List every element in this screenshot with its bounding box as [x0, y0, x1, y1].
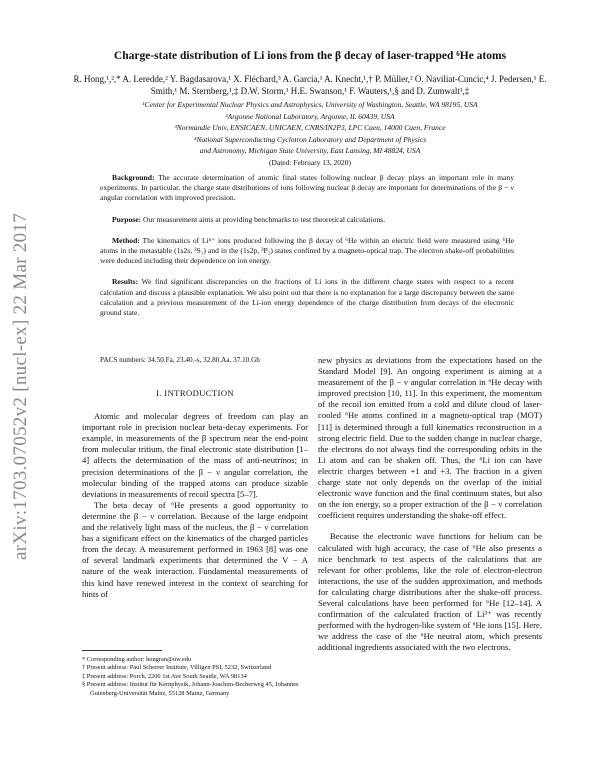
- footnote: * Corresponding author: hongran@uw.edu: [82, 656, 192, 663]
- pacs-numbers: PACS numbers: 34.50.Fa, 23.40.-s, 32.80.Aa, 37.10.Gh: [100, 356, 260, 364]
- author-list: R. Hong,¹,²,* A. Leredde,² Y. Bagdasarova,¹ X. Fléchard,³ A. García,¹ A. Knecht,¹,† P. Müller,² O. Naviliat-Cuncic,⁴ J. Pedersen,¹ E. Smith,¹ M. Sternberg,¹,‡ D.W. Storm,¹ H.E. Swanson,¹ F. Wauters,¹,§ and D. Zumwalt¹,‡: [73, 74, 547, 96]
- footnotes: [82, 650, 308, 698]
- affiliations: [70, 99, 550, 168]
- left-column: [82, 380, 308, 600]
- abstract: [100, 173, 514, 329]
- abstract-text: The accurate determination of atomic final states following nuclear β decay plays an important role in many experiments. In particular, the charge state distributions of ions following nuclear β decay are important for determinations of the β − ν angular correlation with improved precision.: [100, 173, 514, 203]
- footnote: § Present address: Institut für Kernphysik, Johann-Joachim-Becherweg 45, Johannes Gutenberg-Universität Mainz, 55128 Mainz, Germany: [82, 681, 299, 697]
- affiliation: ¹Center for Experimental Nuclear Physics and Astrophysics, University of Washington, Seattle, WA 98195, USA: [142, 100, 478, 109]
- right-column: [318, 355, 542, 653]
- abstract-background: [100, 173, 514, 204]
- abstract-results: [100, 277, 514, 318]
- paragraph: Atomic and molecular degrees of freedom can play an important role in precision nuclear beta-decay experiments. For example, in measurements of the β spectrum near the end-point from molecular tritium, the final electronic state distribution [1–4] affects the determination of the mass of anti-neutrinos; in precision determinations of the β − ν angular correlation, the molecular binding of the trapped atoms can produce sizable deviations in measurements of recoil spectra [5–7].: [82, 411, 308, 499]
- section-heading: I. INTRODUCTION: [155, 388, 235, 398]
- abstract-text: We find significant discrepancies on the fractions of Li ions in the different charge states with respect to a recent calculation and discuss a plausible explanation. We also point out that there is no explanation for a large discrepancy between the same calculation and a previous measurement of the Li-ion energy dependence of the charge distribution from decays of the electronic ground state.: [100, 277, 514, 318]
- paragraph: The beta decay of ⁶He presents a good opportunity to determine the β − ν correlation. Because of the large endpoint and the relatively light mass of the nucleus, the β − ν correlation has a significant effect on the kinematics of the charged particles from the decay. A measurement performed in 1963 [8] was one of several landmark experiments that determined the V − A nature of the weak interaction. Fundamental measurements of this kind have renewed interest in the context of searching for hints of: [82, 499, 308, 599]
- paper-title: Charge-state distribution of Li ions from the β decay of laser-trapped ⁶He atoms: [113, 50, 507, 62]
- paragraph: Because the electronic wave functions for helium can be calculated with high accuracy, the case of ⁶He also presents a nice benchmark to test aspects of the calculations that are relevant for other problems, like the role of electron-electron interactions, the use of the sudden approximation, and methods for calculating charge distributions after the shake-off process. Several calculations have been performed for ⁶He [12–14]. A confirmation of the calculated fraction of Li³⁺ was recently performed with the hydrogen-like system of ⁶He ions [15]. Here, we address the case of the ⁶He neutral atom, which presents additional ingredients associated with the two electrons.: [318, 531, 542, 653]
- paragraph: new physics as deviations from the expectations based on the Standard Model [9]. An ongoing experiment is aiming at a measurement of the β − ν angular correlation in ⁶He decay with improved precision [10, 11]. In this experiment, the momentum of the recoil ion emitted from a cold and dilute cloud of laser-cooled ⁶He atoms confined in a magneto-optical trap (MOT) [11] is determined through a full kinematics reconstruction in a strong electric field. Due to the sudden change in nuclear charge, the electrons do not always find the corresponding orbits in the Li atom and can be shaken off. Thus, the ⁶Li ion can have electric charges between +1 and +3. The fraction in a given charge state not only depends on the overlap of the initial electronic wave function and the final continuum states, but also on the ion energy, so a proper extraction of the β − ν correlation coefficient requires understanding the shake-off effect.: [318, 355, 542, 521]
- abstract-method: [100, 236, 514, 267]
- abstract-text: The kinematics of Liⁿ⁺ ions produced following the β decay of ⁶He within an electric field were measured using ⁶He atoms in the metastable (1s2s, ³S₁) and in the (1s2p, ³P₂) states confined by a magneto-optical trap. The electron shake-off probabilities were deduced including their dependence on ion energy.: [100, 235, 514, 266]
- footnote: ‡ Present address: Porch, 2200 1st Ave South Seattle, WA 98134: [82, 672, 247, 680]
- abstract-text: Our measurement aims at providing benchmarks to test theoretical calculations.: [141, 214, 386, 224]
- abstract-label: Method:: [112, 235, 140, 245]
- affiliation: ⁴National Superconducting Cyclotron Laboratory and Department of Physics: [193, 134, 427, 144]
- dated-line: (Dated: February 13, 2020): [268, 157, 352, 167]
- affiliation: and Astronomy, Michigan State University, East Lansing, MI 48824, USA: [199, 146, 421, 155]
- abstract-label: Background:: [112, 173, 155, 182]
- affiliation: ²Argonne National Laboratory, Argonne, IL 60439, USA: [225, 111, 395, 121]
- abstract-purpose: [100, 215, 514, 225]
- footnote-rule: [82, 650, 162, 651]
- arxiv-stamp: arXiv:1703.07052v2 [nucl-ex] 22 Mar 2017: [10, 212, 31, 560]
- abstract-label: Purpose:: [112, 214, 142, 224]
- abstract-label: Results:: [112, 277, 139, 287]
- affiliation: ³Normandie Univ, ENSICAEN, UNICAEN, CNRS/IN2P3, LPC Caen, 14000 Caen, France: [174, 123, 446, 132]
- footnote: † Present address: Paul Scherrer Institute, Villigen PSI, 5232, Switzerland: [82, 664, 272, 672]
